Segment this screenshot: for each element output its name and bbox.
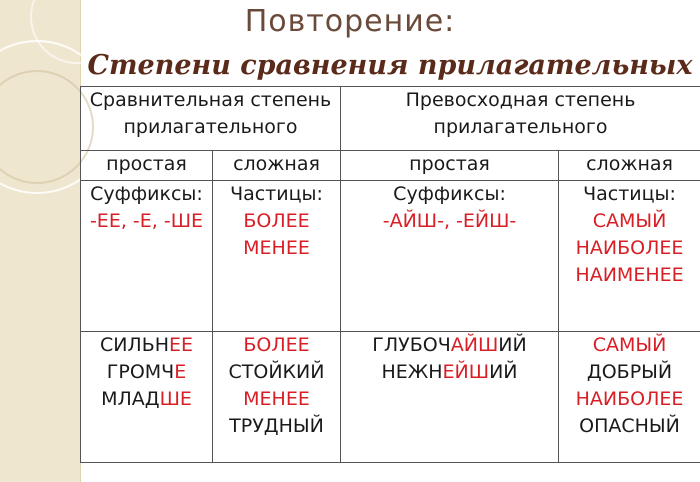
header-comparative: Сравнительная степень прилагательного (81, 87, 341, 151)
example-particle: НАИБОЛЕЕ (575, 388, 684, 410)
example-word: ГРОМЧЕ (106, 361, 187, 383)
rule-particle: МЕНЕЕ (243, 237, 310, 259)
example-word: СИЛЬНЕЕ (99, 334, 194, 356)
header-superlative: Превосходная степень прилагательного (341, 87, 700, 151)
example-word: ДОБРЫЙ (586, 361, 673, 383)
example-word: ТРУДНЫЙ (229, 415, 324, 437)
example-word: СТОЙКИЙ (228, 361, 325, 383)
subheader-comp-simple: простая (81, 151, 213, 181)
rule-suffixes: -ЕЕ, -Е, -ШЕ (89, 210, 204, 232)
rule-label: Суффиксы: (393, 183, 506, 205)
example-particle: БОЛЕЕ (243, 334, 310, 356)
rule-comp-simple (81, 181, 213, 332)
examples-sup-simple (341, 332, 559, 463)
examples-comp-simple (81, 332, 213, 463)
example-particle: МЕНЕЕ (243, 388, 310, 410)
example-word: НЕЖНЕЙШИЙ (381, 361, 518, 383)
example-word: ГЛУБОЧАЙШИЙ (372, 334, 527, 356)
rule-sup-simple (341, 181, 559, 332)
example-particle: САМЫЙ (592, 334, 667, 356)
page-title: Повторение: (244, 4, 456, 39)
rule-comp-complex (213, 181, 341, 332)
example-word: МЛАДШЕ (101, 388, 192, 410)
rule-particle: САМЫЙ (592, 210, 667, 232)
decorative-side-strip (0, 0, 81, 482)
rule-suffixes: -АЙШ-, -ЕЙШ- (382, 210, 517, 232)
examples-sup-complex (559, 332, 700, 463)
subheader-comp-complex: сложная (213, 151, 341, 181)
subheader-sup-simple: простая (341, 151, 559, 181)
rule-sup-complex (559, 181, 700, 332)
rule-label: Частицы: (583, 183, 676, 205)
rule-particle: БОЛЕЕ (243, 210, 310, 232)
examples-comp-complex (213, 332, 341, 463)
example-word: ОПАСНЫЙ (579, 415, 680, 437)
rule-particle: НАИБОЛЕЕ (575, 237, 684, 259)
page-subtitle: Степени сравнения прилагательных (87, 50, 693, 81)
rule-label: Частицы: (230, 183, 323, 205)
degrees-table (80, 86, 700, 463)
subheader-sup-complex: сложная (559, 151, 700, 181)
rule-label: Суффиксы: (90, 183, 203, 205)
rule-particle: НАИМЕНЕЕ (575, 264, 684, 286)
